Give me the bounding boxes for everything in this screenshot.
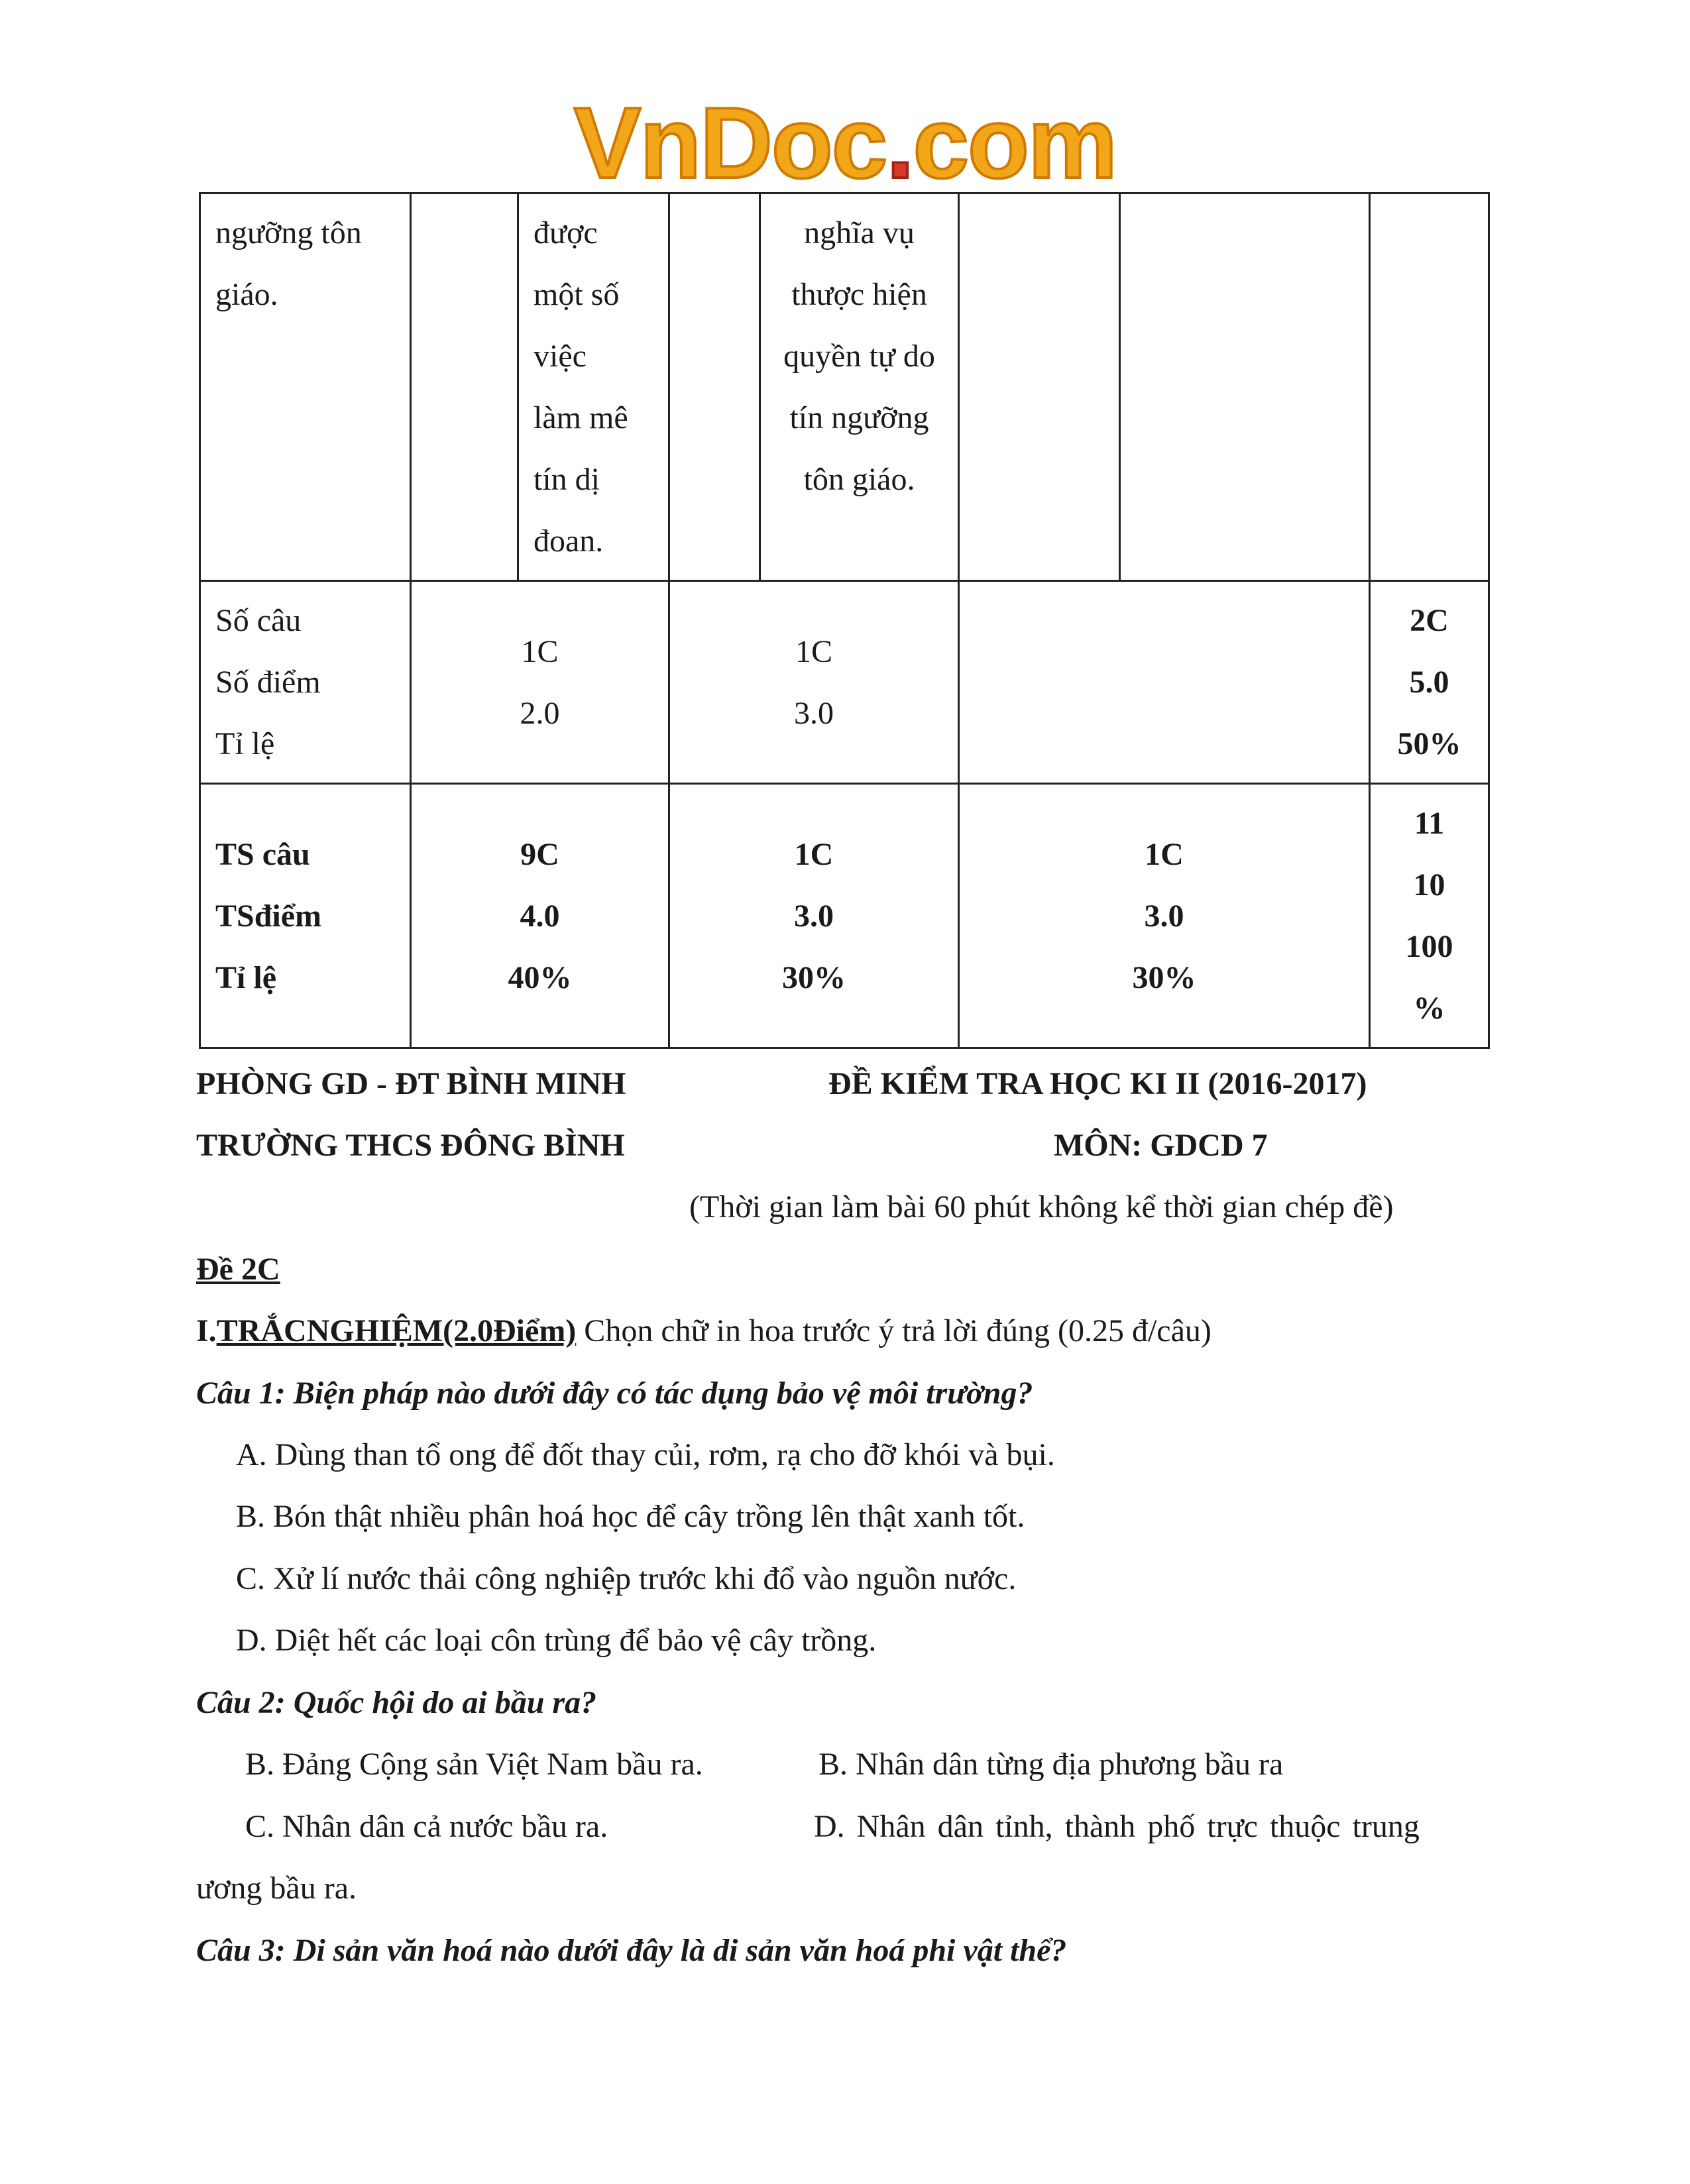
vndoc-logo [0, 87, 1690, 199]
understanding-cell: được một số việc làm mê tín dị đoan. [518, 193, 669, 581]
q2-option-b: B. Nhân dân từng địa phương bầu ra [818, 1747, 1284, 1782]
q2-option-c: C. Nhân dân cả nước bầu ra. [245, 1809, 608, 1844]
table-row-grand-total [200, 784, 1489, 1048]
question-3: Câu 3: Di sản văn hoá nào dưới đây là di sản văn hoá phi vật thể? [196, 1933, 1067, 1968]
subtotal-group-1: 1C 2.0 [411, 581, 669, 784]
application-cell: nghĩa vụ thược hiện quyền tự do tín ngưỡng tôn giáo. [760, 193, 959, 581]
q1-option-c: C. Xử lí nước thải công nghiệp trước khi đổ vào nguồn nước. [236, 1561, 1017, 1596]
q1-option-d: D. Diệt hết các loại côn trùng để bảo vệ cây trồng. [236, 1623, 877, 1658]
header-department: PHÒNG GD - ĐT BÌNH MINH [196, 1066, 626, 1101]
question-1: Câu 1: Biện pháp nào dưới đây có tác dụng bảo vệ môi trường? [196, 1376, 1033, 1411]
exam-code: Đề 2C [196, 1252, 280, 1287]
header-school: TRƯỜNG THCS ĐÔNG BÌNH [196, 1128, 625, 1163]
q2-option-a: B. Đảng Cộng sản Việt Nam bầu ra. [245, 1747, 703, 1782]
total-labels: TS câu TSđiểm Tỉ lệ [200, 784, 411, 1048]
table-row-topic [200, 193, 1489, 581]
subtotal-total: 2C 5.0 50% [1370, 581, 1489, 784]
section-heading: I.TRẮCNGHIỆM(2.0Điểm) Chọn chữ in hoa trước ý trả lời đúng (0.25 đ/câu) [196, 1313, 1211, 1348]
header-subject: MÔN: GDCD 7 [1054, 1128, 1268, 1163]
logo-text-2: com [913, 87, 1117, 199]
header-exam-title: ĐỀ KIỂM TRA HỌC KI II (2016-2017) [828, 1066, 1367, 1101]
logo-dot: . [886, 87, 913, 199]
exam-matrix-table [199, 192, 1490, 1049]
total-group-3: 1C 3.0 30% [959, 784, 1370, 1048]
q1-option-b: B. Bón thật nhiều phân hoá học để cây trồng lên thật xanh tốt. [236, 1499, 1025, 1534]
topic-cell: ngưỡng tôn giáo. [200, 193, 411, 581]
total-group-1: 9C 4.0 40% [411, 784, 669, 1048]
subtotal-group-2: 1C 3.0 [669, 581, 959, 784]
table-row-subtotal [200, 581, 1489, 784]
question-2: Câu 2: Quốc hội do ai bầu ra? [196, 1685, 597, 1720]
q2-option-d-continued: ương bầu ra. [196, 1871, 357, 1906]
time-note: (Thời gian làm bài 60 phút không kể thời gian chép đề) [689, 1189, 1394, 1225]
total-total: 11 10 100 % [1370, 784, 1489, 1048]
total-group-2: 1C 3.0 30% [669, 784, 959, 1048]
q1-option-a: A. Dùng than tổ ong để đốt thay củi, rơm, rạ cho đỡ khói và bụi. [236, 1437, 1055, 1472]
q2-option-d: D. Nhân dân tỉnh, thành phố trực thuộc trung [814, 1809, 1420, 1844]
subtotal-labels: Số câu Số điểm Tỉ lệ [200, 581, 411, 784]
logo-text-1: VnDoc [573, 87, 887, 199]
